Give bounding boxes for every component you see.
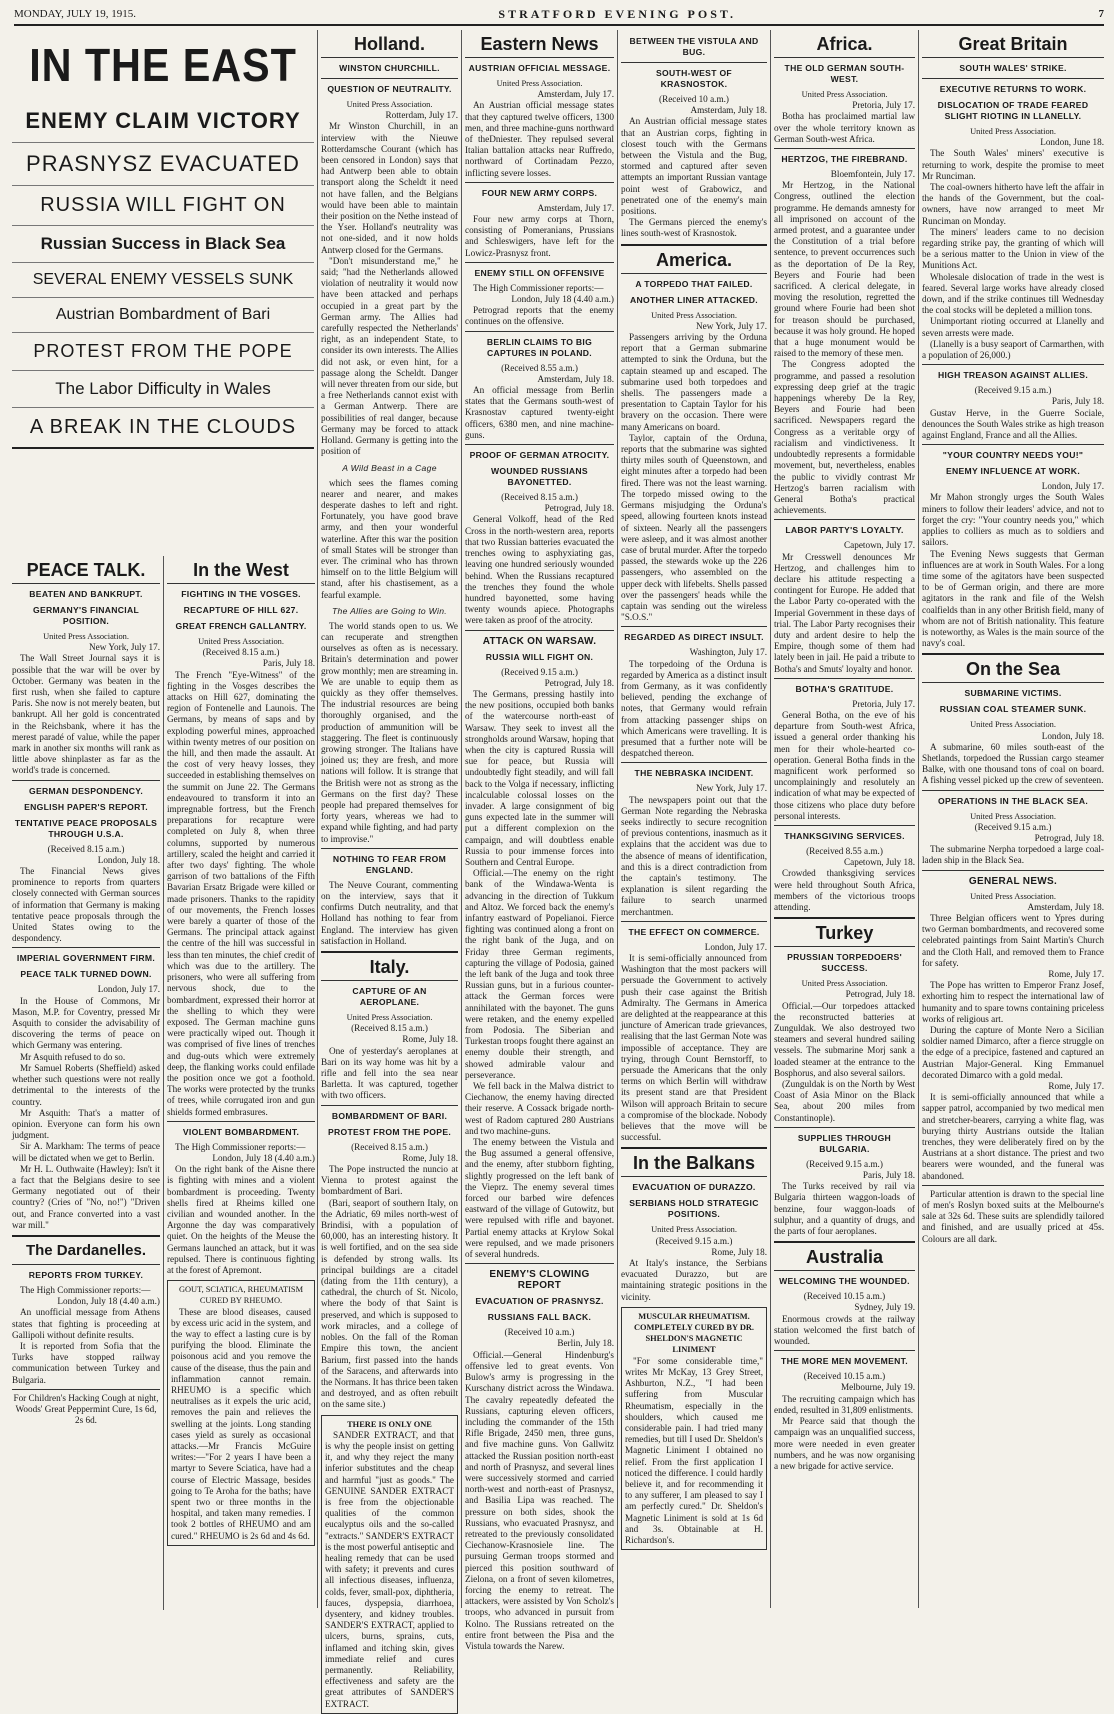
article-paragraph: An unofficial message from Athens states that fighting is proceeding at Gallipoli without definite results. xyxy=(12,1307,160,1340)
dateline: London, July 17. xyxy=(97,984,160,995)
turkey-heading-supplies: SUPPLIES THROUGH BULGARIA. xyxy=(797,1132,892,1154)
dateline: Rome, July 17. xyxy=(1048,1081,1104,1092)
eastern-heading-offensive: ENEMY STILL ON OFFENSIVE xyxy=(474,267,605,278)
column-rule xyxy=(461,30,462,1608)
dateline: New York, July 17. xyxy=(89,642,160,653)
article-paragraph: The world stands open to us. We can recuperate and strengthen ourselves as often as is necessary. Britain's determination and power grow monthly; men are streaming in. We are unable to equip them as quickly as they offer themselves. The industrial resources are being thoroughly organised, and the production of ammunition will be staggering. The fleet is continuously growing stronger. The Italians have joined us; they are fresh, and more nations will follow. It is strange that the British were not as strong as the Germans on the first day? These people had prepared themselves for forty years, whereas we had to expand while fighting, and had party to improvise." xyxy=(321,620,458,844)
dateline: Pretoria, July 17. xyxy=(852,100,915,111)
australia-heading-wounded: WELCOMING THE WOUNDED. xyxy=(779,1276,910,1287)
krasnostok-heading: SOUTH-WEST OF KRASNOSTOK. xyxy=(656,68,732,89)
article-paragraph: Mr Hertzog, in the National Congress, outlined the election programme. He demands amnesty for all imprisoned on account of the armed protest, and a guarantee under the Constitution of a trial before sentence, to prevent occurrences such as the deportation of De la Rey, Beyers and Fourie had been sacrificed. A clerical delegate, in moving the resolution, regretted the ground where Fourie had been shot for treason should be purchased, because it was holy ground. He hoped that a huge monument would be raised to the memory of these men. xyxy=(774,180,915,359)
dateline: Capetown, July 17. xyxy=(844,540,915,551)
eastern-heading-fight-on: RUSSIA WILL FIGHT ON. xyxy=(485,651,594,662)
advert-title: GOUT, SCIATICA, RHEUMATISM CURED BY RHEUMO. xyxy=(178,1285,304,1306)
america-heading-liner: ANOTHER LINER ATTACKED. xyxy=(630,294,758,305)
america-title: America. xyxy=(655,249,733,270)
article-paragraph: The coal-owners hitherto have left the affair in the hands of the Government, but the coal-owners, have now arranged to meet Mr Runciman on Monday. xyxy=(922,182,1104,226)
east-headline-2: PRASNYSZ EVACUATED xyxy=(12,143,314,186)
article-paragraph: The newspapers point out that the German Note regarding the Nebraska seeks indirectly to secure recognition of previous contentions, inasmuch as it explains that the accident was due to the absence of means of identification, and this is a direct contradiction from the captain's testimony. The explanation is silent regarding the failure to search unarmed merchantmen. xyxy=(621,794,767,917)
article-paragraph: We fell back in the Malwa district to Ciechanow, the enemy having directed their reserve. A Cossack brigade north-west of Radom captured 280 Austrians and two machine-guns. xyxy=(465,1081,614,1136)
agency-line: United Press Association. xyxy=(801,979,888,989)
received-line: (Received 8.55 a.m.) xyxy=(806,845,883,856)
america-heading-commerce: THE EFFECT ON COMMERCE. xyxy=(628,926,760,937)
article-paragraph: A submarine, 60 miles south-east of the Shetlands, torpedoed the Russian cargo steamer Balke, with one thousand tons of coal on board. A fishing vessel picked up the crew of seventeen. xyxy=(922,741,1104,786)
britain-heading-country-needs: "YOUR COUNTRY NEEDS YOU!" xyxy=(942,450,1084,461)
article-paragraph: Passengers arriving by the Orduna report that a German submarine attempted to sink the Orduna, but the captain steamed up and escaped. The submarine used both torpedoes and shells. The passengers made a presentation to Captain Taylor for his bravery on the occasion. There were many Americans on board. xyxy=(621,332,767,432)
article-paragraph: It is semi-officially announced from Washington that the most packers will persuade the Government to actively push their case against the British Admiralty. The Germans in America are delighted at the reappearance at this juncture of American trade grievances, realising that the last German Note was impossible of acceptance. They are trying, through Count Bernstorff, to persuade the Americans that the only terms on which Berlin will withdraw its present stand are that President Wilson will approach Britain to secure a compromise of the blockade. Nobody believes that the move will be successful. xyxy=(621,953,767,1143)
holland-column xyxy=(321,30,459,1709)
article-paragraph: Mr H. L. Outhwaite (Hawley): Isn't it a fact that the Belgians desire to see Germany negotiated out of their country? (Cries of "No, no!") "Driven out, and France converted into a vast war mill." xyxy=(12,1163,160,1230)
article-paragraph: (Zunguldak is on the North by West Coast of Asia Minor on the Black Sea, about 200 miles from Constantinople). xyxy=(774,1079,915,1123)
dateline: Melbourne, July 19. xyxy=(840,1382,915,1393)
article-paragraph: The recruiting campaign which has ended, resulted in 31,809 enlistments. xyxy=(774,1393,915,1415)
agency-line: United Press Association. xyxy=(496,79,583,88)
eastern-heading-warsaw: ATTACK ON WARSAW. xyxy=(482,635,597,647)
dateline: Paris, July 18. xyxy=(1051,396,1104,407)
britain-heading-treason: HIGH TREASON AGAINST ALLIES. xyxy=(937,370,1089,381)
received-line: (Received 10.15 a.m.) xyxy=(803,1371,886,1382)
italy-heading-aeroplane: CAPTURE OF AN AEROPLANE. xyxy=(352,986,427,1008)
article-paragraph: (Llanelly is a busy seaport of Carmarthen, with a population of 26,000.) xyxy=(922,338,1104,361)
eastern-news-column xyxy=(465,30,614,1651)
received-line: (Received 8.55 a.m.) xyxy=(501,362,578,373)
sea-heading-black-sea: OPERATIONS IN THE BLACK SEA. xyxy=(937,795,1089,806)
holland-heading-nothing-to-fear: NOTHING TO FEAR FROM ENGLAND. xyxy=(332,853,447,875)
dardanelles-title: The Dardanelles. xyxy=(25,1241,147,1259)
article-paragraph: During the capture of Monte Nero a Sicilian soldier named Dimarco, after a fierce struggle on the edge of a precipice, fastened and captured an Austrian Major-General. King Emmanuel decorated Dimarco with a gold medal. xyxy=(922,1025,1104,1080)
dateline: London, June 18. xyxy=(1040,137,1104,148)
agency-line: United Press Association. xyxy=(651,1225,737,1235)
article-paragraph: The High Commissioner reports:— xyxy=(20,1284,151,1295)
east-headline-4: Russian Success in Black Sea xyxy=(12,226,314,263)
holland-subhead-allies: The Allies are Going to Win. xyxy=(332,605,447,616)
article-paragraph: It is reported from Sofia that the Turks have stopped railway communication between Turkey and Bulgaria. xyxy=(12,1340,160,1385)
agency-line: United Press Association. xyxy=(801,90,888,99)
agency-line: United Press Association. xyxy=(198,637,284,646)
dateline: London, July 18 (4.40 a.m.) xyxy=(212,1152,315,1163)
dateline: Petrograd, July 18. xyxy=(845,989,915,1000)
east-title: IN THE EAST xyxy=(29,39,297,91)
dateline: Amsterdam, July 18. xyxy=(690,105,767,116)
africa-title: Africa. xyxy=(816,34,873,54)
column-rule xyxy=(163,556,164,1610)
dateline: London, July 18. xyxy=(1041,730,1104,741)
dateline: Berlin, July 18. xyxy=(557,1338,614,1349)
africa-heading-labor: LABOR PARTY'S LOYALTY. xyxy=(785,525,904,536)
article-paragraph: The Germans, pressing hastily into the new positions, occupied both banks of the watercourse north-east of Warsaw. They seek to invest all the strongholds around Warsaw, hoping that when the city is captured Russia will sue for peace, but Russia will undoubtedly fight steadily, and will fall back to the Volga if necessary, inflicting incalculable colossal losses on the invader. A large consignment of big guns expected late in the summer will put a different complexion on the campaign, and will doubtless enable Russia to pour immense forces into Southern and Central Europe. xyxy=(465,688,614,867)
peace-heading-tentative: TENTATIVE PEACE PROPOSALS THROUGH U.S.A. xyxy=(14,817,158,839)
column-rule xyxy=(317,30,318,1608)
vistula-heading: BETWEEN THE VISTULA AND BUG. xyxy=(629,36,759,57)
received-line: (Received 8.15 a.m.) xyxy=(501,492,578,503)
dateline: Paris, July 18. xyxy=(262,658,315,669)
cough-cure-advert: For Children's Hacking Cough at night, Woods' Great Peppermint Cure, 1s 6d, 2s 6d. xyxy=(13,1392,159,1426)
peace-heading-imperial: IMPERIAL GOVERNMENT FIRM. xyxy=(16,953,156,964)
eastern-heading-fall-back: RUSSIANS FALL BACK. xyxy=(487,1312,592,1323)
received-line: (Received 8.15 a.m.) xyxy=(202,647,280,658)
east-headline-6: Austrian Bombardment of Bari xyxy=(12,298,314,333)
article-paragraph: Sir A. Markham: The terms of peace will be dictated when we get to Berlin. xyxy=(12,1141,160,1163)
article-paragraph: which sees the flames coming nearer and nearer, and makes desperate dashes to left and right. Fortunately, you have good brave army, and then your wonderful waterline. After this war the position of small States will be stronger than ever. The criminal who has thrown himself on to the little Belgium will stand, after his chastisement, as a fearful example. xyxy=(321,477,458,600)
west-title: In the West xyxy=(193,560,289,580)
east-headline-3: RUSSIA WILL FIGHT ON xyxy=(12,186,314,226)
received-line: (Received 9.15 a.m.) xyxy=(501,666,578,677)
sea-heading-general-news: GENERAL NEWS. xyxy=(968,875,1058,887)
dateline: Amsterdam, July 18. xyxy=(1027,901,1104,912)
article-paragraph: In the House of Commons, Mr Mason, M.P. for Coventry, pressed Mr Asquith to consider the advisability of discovering the terms of peace on which Germany was entering. xyxy=(12,995,160,1051)
agency-line: United Press Association. xyxy=(43,632,129,641)
dateline: Pretoria, July 17. xyxy=(852,698,915,709)
dardanelles-heading-reports: REPORTS FROM TURKEY. xyxy=(28,1269,144,1280)
article-paragraph: Mr Asquith: That's a matter of opinion. Everyone can form his own judgment. xyxy=(12,1107,160,1141)
dateline: New York, July 17. xyxy=(696,320,767,331)
article-paragraph: The Neuve Courant, commenting on the interview, says that it confirms Dutch neutrality, and that Holland has nothing to fear from England. The interview has given satisfaction in Holland. xyxy=(321,879,458,946)
article-paragraph: Petrograd reports that the enemy continues on the offensive. xyxy=(465,305,614,327)
article-paragraph: The Financial News gives prominence to reports from quarters closely connected with German sources of information that Germany is making tentative peace proposals through the United States owing to the despondency. xyxy=(12,866,160,944)
article-paragraph: Official.—The enemy on the right bank of the Windawa-Wenta is advancing in the direction of Tukkum and Altoz. We forced back the enemy's infantry eastward of Popelianoi. Fierce fighting was continued along a front on the right bank of the Juga, and on Friday three German regiments, capturing the village of Podosia, gained the left bank of the Juga and took three Russian guns, but in a furious counter-attack the German forces were annihilated with the bayonet. The guns were retaken, and the enemy expelled from Podosia. The Siberian and Turkestan troops fought there against an enemy double their strength, and showed admirable valour and perseverance. xyxy=(465,868,614,1080)
sea-heading-submarine: SUBMARINE VICTIMS. xyxy=(964,688,1062,699)
dateline: Rome, July 17. xyxy=(1048,968,1104,979)
article-paragraph: The High Commissioner reports:— xyxy=(175,1141,306,1152)
dateline: Capetown, July 18. xyxy=(844,857,915,868)
america-heading-insult: REGARDED AS DIRECT INSULT. xyxy=(624,632,764,643)
article-paragraph: Official.—Our torpedoes attacked the reconstructed batteries at Zunguldak. We also destroyed two steamers and several hundred sailing vessels. The submarine Morj sank a loaded steamer at the entrance to the Bosphorus, and also several sailors. xyxy=(774,1000,915,1078)
dateline: Petrograd, July 18. xyxy=(544,503,614,514)
west-heading-hill: RECAPTURE OF HILL 627. xyxy=(183,605,299,615)
article-paragraph: Unimportant rioting occurred at Llanelly and seven arrests were made. xyxy=(922,316,1104,338)
eastern-news-title: Eastern News xyxy=(480,34,599,54)
west-heading-bombardment: VIOLENT BOMBARDMENT. xyxy=(182,1126,300,1137)
britain-heading-executive: EXECUTIVE RETURNS TO WORK. xyxy=(939,84,1087,94)
sander-extract-advert xyxy=(321,1415,458,1714)
article-paragraph: Official.—General Hindenburg's offensive led to great events. Von Bulow's army is progressing in the Kurschany district across the Windawa. The cavalry repeatedly defeated the Russians, capturing eleven officers, including the commander of the 15th Rifle Brigade, 2450 men, three guns, and five machine guns. Von Gallwitz attacked the Russian position north-east and north of Prasnysz, and several lines were successively stormed and carried north-west and north-east of Prasnysz, and Basilia Lipa was reached. The pressure on both sides, shook the Russians, who evacuated Prasnysz, and retreated to the previously consolidated Ciechanow-Krasnosiele line. The pursuing German troops stormed and pierced this position southward of Zielona, on a front of seven kilometres, forcing the enemy to retreat. The attackers, were assisted by Von Scholz's troops, who advanced in pursuit from Kolno. The Russians retreated on the entire front between the Pisa and the Vistula towards the Narew. xyxy=(465,1349,614,1651)
holland-heading-neutrality: QUESTION OF NEUTRALITY. xyxy=(327,84,452,94)
italy-title: Italy. xyxy=(369,957,410,978)
britain-heading-strike: SOUTH WALES' STRIKE. xyxy=(959,63,1067,73)
article-paragraph: The Wall Street Journal says it is possible that the war will be over by October. Germany was beaten in the first rush, when she failed to capture Paris. She now is not merely beaten, but bankrupt. All her gold is concentrated in the Reichsbank, where it has the merest paradé of value, while the paper mark in another six months will rank as little above shinplaster as far as the world's trade is concerned. xyxy=(12,653,160,776)
africa-column xyxy=(774,30,915,1610)
article-paragraph: The Pope has written to Emperor Franz Josef, exhorting him to respect the international law of humanity and to spare towns containing priceless works of religious art. xyxy=(922,980,1104,1024)
peace-talk-column xyxy=(12,556,160,1610)
received-line: (Received 9.15 a.m.) xyxy=(974,385,1052,396)
advert-text: "For some considerable time," writes Mr McKay, 13 Grey Street, Ashburton, N.Z., "I had been suffering from Muscular Rheumatism, especially in the shoulders, which caused me considerable pain. I had tried many remedies, but till I used Dr. Sheldon's Magnetic Liniment I obtained no relief. From the first application I noticed the difference. I could hardly believe it, and for recommending it to any sufferer, I am pleased to say I am perfectly cured." Dr. Sheldon's Magnetic Liniment is sold at 1s 6d and 3s. Obtainable at H. Richardson's. xyxy=(625,1355,763,1545)
article-paragraph: One of yesterday's aeroplanes at Bari on its way home was hit by a rifle and fell into the sea near Barletta. It was captured, together with two officers. xyxy=(321,1045,458,1101)
turkey-title: Turkey xyxy=(815,923,874,944)
article-paragraph: Gustav Herve, in the Guerre Sociale, denounces the South Wales strike as high treason against England, France and all the Allies. xyxy=(922,407,1104,441)
page-number: 7 xyxy=(1098,8,1104,20)
eastern-heading-bayonetted: WOUNDED RUSSIANS BAYONETTED. xyxy=(491,466,588,488)
agency-line: United Press Association. xyxy=(346,100,433,109)
dateline: Amsterdam, July 18. xyxy=(537,373,614,384)
agency-line: United Press Association. xyxy=(346,1013,433,1023)
rheumo-advert xyxy=(167,1280,315,1546)
dateline: Amsterdam, July 17. xyxy=(537,89,614,100)
dateline: Paris, July 18. xyxy=(862,1170,915,1181)
article-paragraph: Mr Asquith refused to do so. xyxy=(20,1051,126,1062)
peace-heading-financial: GERMANY'S FINANCIAL POSITION. xyxy=(32,605,140,626)
africa-heading-thanksgiving: THANKSGIVING SERVICES. xyxy=(784,830,905,841)
australia-heading-more-men: THE MORE MEN MOVEMENT. xyxy=(781,1356,908,1367)
received-line: (Received 8.15 a.m.) xyxy=(47,843,125,854)
article-paragraph: On the right bank of the Aisne there is fighting with mines and a violent bombardment is proceeding. Twenty shells fired at Rheims killed one civilian and wounded another. In the Argonne the day was comparatively quiet. On the heights of the Meuse the Germans launched an attack, but it was repulsed. There is continuous fighting at the forest of Apremont. xyxy=(167,1164,315,1275)
advert-text: These are blood diseases, caused by excess uric acid in the system, and the way to effect a lasting cure is by purifying the blood. Eliminate the poisonous acid and you remove the cause of the disease, thus the pain and inflammation cannot remain. RHEUMO is a specific which neutralises as it expels the uric acid, removes the pain and relieves the swelling at the joints. Long standing cases yield as surely as occasional attacks.—Mr Francis McGuire writes:—"For 2 years I have been a martyr to Severe Sciatica, have had a course of Electric Massage, besides going to Te Aroha for the baths; have spent two or three months in the hospital, and taken many remedies. I took 2 bottles of RHEUMO and am cured." RHEUMO is 2s 6d and 4s 6d. xyxy=(171,1306,311,1541)
advert-title: THERE IS ONLY ONE xyxy=(347,1419,432,1429)
dateline: Sydney, July 19. xyxy=(854,1302,915,1313)
great-britain-title: Great Britain xyxy=(958,34,1068,54)
turkey-heading-torpedoers: PRUSSIAN TORPEDOERS' SUCCESS. xyxy=(787,952,902,974)
america-column xyxy=(621,30,767,1610)
article-paragraph: Botha has proclaimed martial law over the whole territory known as German South-west Africa. xyxy=(774,111,915,144)
column-rule xyxy=(617,30,618,1608)
received-line: (Received 8.15 a.m.) xyxy=(351,1023,428,1034)
article-paragraph: The Congress adopted the programme, and passed a resolution expressing deep grief at the tragic happenings whereby De la Rey, Beyers and Fourie had been sacrificed. Newspapers regard the Congress as a veritable orgy of racialism and vindictiveness. It undoubtedly represents a formidable movement, but, nevertheless, enables the public to vividly contrast Mr Hertzog's barren racialism with General Botha's practical achievements. xyxy=(774,359,915,516)
article-paragraph: Mr Winston Churchill, in an interview with the Nieuwe Rotterdamsche Courant (which has been censored in London) says that had Antwerp been able to obtain transport along the Scheldt it need not have fallen, and the Belgians would have been able to maintain their position on the Nethe instead of the Yser. Holland's neutrality was not one-sided, and it now holds Antwerp closed for the Germans. xyxy=(321,121,458,255)
africa-heading-botha: BOTHA'S GRATITUDE. xyxy=(795,683,894,694)
dateline: London, July 17. xyxy=(704,941,767,952)
article-paragraph: Enormous crowds at the railway station welcomed the first batch of wounded. xyxy=(774,1313,915,1347)
dateline: Rotterdam, July 17. xyxy=(385,110,458,121)
article-paragraph: Four new army corps at Thorn, consisting of Pomeranians, Prussians and Schleswigers, have left for the Lowicz-Prasnysz front. xyxy=(465,214,614,258)
article-paragraph: The Pope instructed the nuncio at Vienna to protest against the bombardment of Bari. xyxy=(321,1164,458,1197)
article-paragraph: An official message from Berlin states that the Germans south-west of Krasnostav captured twenty-eight officers, 6380 men, and nine machine-guns. xyxy=(465,385,614,440)
peace-talk-title: PEACE TALK. xyxy=(26,560,146,580)
dateline: Rome, July 18. xyxy=(402,1034,458,1045)
britain-heading-enemy-influence: ENEMY INFLUENCE AT WORK. xyxy=(945,466,1081,477)
article-paragraph: An Austrian official message states that they captured twelve officers, 1300 men, and three machine-guns northward of theDniester. They repulsed several Italian battalion attacks near Ruffredo, northward of Cortinadam Pezzo, inflicting severe losses. xyxy=(465,100,614,178)
advert-title: MUSCULAR RHEUMATISM. COMPLETELY CURED BY DR. SHELDON'S MAGNETIC LINIMENT xyxy=(633,1311,755,1355)
dateline: New York, July 17. xyxy=(696,783,767,794)
balkans-title: In the Balkans xyxy=(632,1153,756,1174)
west-column xyxy=(167,556,315,1610)
article-paragraph: At Italy's instance, the Serbians evacuated Durazzo, but are maintaining strategic positions in the vicinity. xyxy=(621,1258,767,1302)
balkans-heading-serbians: SERBIANS HOLD STRATEGIC POSITIONS. xyxy=(629,1198,759,1220)
west-heading-vosges: FIGHTING IN THE VOSGES. xyxy=(181,589,301,599)
great-britain-column xyxy=(922,30,1104,1610)
article-paragraph: The South Wales' miners' executive is returning to work, despite the promise to meet Mr Runciman. xyxy=(922,148,1104,181)
holland-title: Holland. xyxy=(354,34,425,54)
east-headline-1: ENEMY CLAIM VICTORY xyxy=(12,100,314,143)
article-paragraph: An Austrian official message states that an Austrian corps, fighting in closest touch with the Germans between the Vistula and the Bug, stormed and captured after seven attempts an important Russian vantage point west of Grabowicz, and penetrated one of the enemy's main positions. xyxy=(621,116,767,217)
dateline: Bloemfontein, July 17. xyxy=(830,169,915,180)
on-the-sea-title: On the Sea xyxy=(965,659,1061,680)
article-paragraph: The Germans pierced the enemy's lines south-west of Krasnostok. xyxy=(621,217,767,239)
issue-date: MONDAY, JULY 19, 1915. xyxy=(14,8,136,20)
received-line: (Received 9.15 a.m.) xyxy=(806,1158,883,1169)
article-paragraph: Mr Samuel Roberts (Sheffield) asked whether such questions were not really detrimental to the interests of the country. xyxy=(12,1062,160,1107)
eastern-heading-austrian: AUSTRIAN OFFICIAL MESSAGE. xyxy=(468,63,611,73)
article-paragraph: Mr Mahon strongly urges the South Wales miners to follow their leaders' advice, and not to forget the cry: "Your country needs you," which applies to colliers as much as to soldiers and sailors. xyxy=(922,492,1104,548)
article-paragraph: Wholesale dislocation of trade in the west is feared. Several large works have already closed down, and if the strike continues till Wednesday the coal stocks will be depleted a million tons. xyxy=(922,271,1104,316)
article-paragraph: The torpedoing of the Orduna is regarded by America as a distinct insult from Germany, as it was confidently believed, pending the exchange of notes, that Germany would refrain from attacking passenger ships on which Americans were travelling. It is presumed that a further note will be despatched thereon. xyxy=(621,658,767,759)
east-headline-block xyxy=(12,30,314,550)
eastern-heading-army-corps: FOUR NEW ARMY CORPS. xyxy=(481,187,598,198)
holland-heading-churchill: WINSTON CHURCHILL. xyxy=(339,63,440,73)
article-paragraph: The enemy between the Vistula and the Bug assumed a general offensive, and the enemy, after stubborn fighting, slightly progressed on the left bank of the Vieprz. The enemy several times forced our barbed wire defences eastward of the village of Gutowitz, but were repulsed with rifle and bayonet. Partial enemy attacks at Krylow Sokal were repulsed, and we made prisoners of several hundreds. xyxy=(465,1137,614,1260)
article-paragraph: The High Commissioner reports:— xyxy=(473,282,604,293)
article-paragraph: The French "Eye-Witness" of the fighting in the Vosges describes the attacks on Hill 627, dominating the region of Fontenelle and Launois. The Germans, by means of saps and by exploding powerful mines, approached within twenty metres of our position on the hill, and then made the assault. At the cost of very heavy losses, they succeeded in establishing themselves on the summit on June 22. The Germans endeavoured to transform it into an impregnable fortress, but the French preparations for recapture were completed on July 8, when three columns, supported by numerous artillery, scaled the height and carried it after two days' fighting. The whole garrison of two battalions of the Fifth Bavarian Ersatz Brigade were killed or made prisoners. Thanks to the rapidity of our movements, the French losses were barely a quarter of those of the Germans. The principal attack against the centre of the hill was successful in less than ten minutes, the chief credit of which was due to the artillery. The prisoners, who were all suffering from nervous shock, due to the bombardment, expressed their horror at the shelling to which they were exposed. The German machine guns were practically wiped out. Though it was comprised of five lines of trenches and dug-outs which were extremely deep, the flanking works could enfilade the position once we got a foothold. The works were protected by the trunks of trees, while corrugated iron and gun shields formed embrasures. xyxy=(167,669,315,1117)
america-heading-torpedo: A TORPEDO THAT FAILED. xyxy=(635,278,753,289)
masthead xyxy=(14,4,1104,26)
dateline: Petrograd, July 18. xyxy=(544,677,614,688)
dateline: London, July 18 (4.40 a.m.) xyxy=(57,1296,160,1307)
britain-heading-dislocation: DISLOCATION OF TRADE FEARED SLIGHT RIOTING IN LLANELLY. xyxy=(937,100,1089,121)
article-paragraph: It is semi-officially announced that while a sapper patrol, accompanied by two medical men and stretcher-bearers, carrying a white flag, was burying thirty Austrians outside the Italian trenches, they were deliberately fired on by the Austrians at a short distance. The priest and two bearers were wounded, and the funeral was abandoned. xyxy=(922,1092,1104,1181)
received-line: (Received 9.15 a.m.) xyxy=(974,821,1052,832)
received-line: (Received 10 a.m.) xyxy=(659,94,729,104)
article-paragraph: The Evening News suggests that German influences are at work in South Wales. For a long time some of the agitators have been suspected to be of German origin, and there are more agitators in the rank and file of the Welsh coalfields than in any other British field, many of whom are not of British nationality. This feature is noteworthy, as Wales is the main source of the navy's coal. xyxy=(922,548,1104,649)
suits-advert: Particular attention is drawn to the special line of men's Roslyn boxed suits at the Melbourne's sale at 32s 6d. These suits are splendidly tailored and finished, and are usually priced at 45s. Colours are all dark. xyxy=(922,1188,1104,1244)
received-line: (Received 10.15 a.m.) xyxy=(803,1291,886,1302)
peace-heading-english-paper: ENGLISH PAPER'S REPORT. xyxy=(24,801,148,812)
dateline: Washington, July 17. xyxy=(689,647,767,658)
italy-heading-pope: PROTEST FROM THE POPE. xyxy=(327,1126,452,1137)
dateline: London, July 17. xyxy=(1041,481,1104,492)
column-rule xyxy=(918,30,919,1608)
peace-heading-turned-down: PEACE TALK TURNED DOWN. xyxy=(20,969,152,980)
article-paragraph: Three Belgian officers went to Ypres during two German bombardments, and recovered some celebrated paintings from Saint Martin's Church and the Cloth Hall, and removed them to France for safety. xyxy=(922,912,1104,968)
article-paragraph: (Bari, seaport of southern Italy, on the Adriatic, 69 miles north-west of Brindisi, with a population of 60,000, has an interesting history. It is well fortified, and on the sea side is defended by strong walls. Its principal buildings are a citadel (dating from the 11th century), a cathedral, the church of St. Nicolo, where the body of that Saint is preserved, and which is supposed to work miracles, and a college of nobles. On the fall of the Roman Empire this town, the ancient Barium, first passed into the hands of the Saracens, and afterwards into the Normans. It has thrice been taken and destroyed, and as often rebuilt on the same site.) xyxy=(321,1197,458,1410)
balkans-heading-durazzo: EVACUATION OF DURAZZO. xyxy=(632,1182,756,1193)
dateline: Rome, July 18. xyxy=(402,1152,458,1163)
dateline: Petrograd, July 18. xyxy=(1034,832,1104,843)
eastern-heading-atrocity: PROOF OF GERMAN ATROCITY. xyxy=(469,450,610,461)
received-line: (Received 8.15 a.m.) xyxy=(351,1141,428,1152)
article-paragraph: Mr Cresswell denounces Mr Hertzog, and challenges him to declare his attitude respecting a contingent for Europe. He added that the Labor Party co-operated with the Imperial Government in these days of trial. The Labor Party recognises their duty and ardent desire to help the Empire, though some of them had lately been in jail. He paid a tribute to Botha's and Smuts' loyalty and honor. xyxy=(774,551,915,674)
agency-line: United Press Association. xyxy=(970,811,1056,821)
east-headline-7: PROTEST FROM THE POPE xyxy=(12,333,314,371)
dateline: London, July 18 (4.40 a.m.) xyxy=(511,294,614,305)
advert-text: SANDER EXTRACT, and that is why the people insist on getting it, and why they reject the many inferior substitutes and the cheap and harmful "just as goods." The GENUINE SANDER EXTRACT is free from the objectionable qualities of the common eucalyptus oils and the so-called "extracts." SANDER'S EXTRACT is the most powerful antiseptic and healing remedy that can be used with safety; it prevents and cures all infectious diseases, influenza, colds, fever, small-pox, diphtheria, fauces, dyspepsia, diarrhoea, dysentery, and kidney troubles. SANDER'S EXTRACT, applied to ulcers, burns, sprains, cuts, inflamed and itching skin, gives immediate relief and cures permanently. Reliability, effectiveness and safety are the great attributes of SANDER'S EXTRACT. xyxy=(325,1429,454,1709)
newspaper-name: STRATFORD EVENING POST. xyxy=(498,6,737,21)
east-headline-8: The Labor Difficulty in Wales xyxy=(12,371,314,408)
article-paragraph: "Don't misunderstand me," he said; "had the Netherlands allowed violation of neutrality it would now have been attacked and perhaps occupied in a great part by the German army. The Allies had carefully respected the Netherlands' right, as an independent State, to consider its own interests. The Allies did not ask, or even hint, for a passage along the Scheldt. Danger will never threaten from our side, but a free Netherlands cannot exist with a German Antwerp. There are possibilities of real danger, because Germany may be forced to attack Holland. Germany is getting into the position of xyxy=(321,255,459,457)
eastern-heading-clowing: ENEMY'S CLOWING REPORT xyxy=(489,1269,590,1292)
dateline: Amsterdam, July 17. xyxy=(537,202,614,213)
article-paragraph: The submarine Nerpha torpedoed a large coal-laden ship in the Black Sea. xyxy=(922,844,1104,866)
article-paragraph: Taylor, captain of the Orduna, reports that the submarine was sighted thirty miles south of Queenstown, and eight minutes after a torpedo had been fired. There was not the least warning. The torpedo missed owing to the Germans misjudging the Orduna's speed, allowing fourteen knots instead of sixteen. Nearly all the passengers were asleep, and it was almost another case of brutal murder. After the torpedo passed, the stewards woke up the 226 passengers, who assembled on the upper deck with lifebelts. Shells passed over the passengers' heads while the captain was sending out the wireless "S.O.S." xyxy=(621,432,767,623)
article-paragraph: General Volkoff, head of the Red Cross in the north-western area, reports that two Russian batteries evacuated the trenches owing to asphyxiating gas, leaving one hundred seriously wounded behind. When the Russians recaptured the trenches they found the whole hundred bayonetted, some having twenty wounds apiece. Photographs were taken as proof of the atrocity. xyxy=(465,514,614,626)
peace-heading-beaten: BEATEN AND BANKRUPT. xyxy=(29,589,143,599)
west-heading-gallantry: GREAT FRENCH GALLANTRY. xyxy=(175,621,307,631)
agency-line: United Press Association. xyxy=(970,891,1056,901)
africa-heading-south-west: THE OLD GERMAN SOUTH-WEST. xyxy=(784,63,905,84)
column-rule xyxy=(770,30,771,1608)
east-headline-9: A BREAK IN THE CLOUDS xyxy=(12,408,314,449)
sheldon-liniment-advert xyxy=(621,1307,767,1550)
received-line: (Received 9.15 a.m.) xyxy=(655,1235,733,1246)
article-paragraph: Mr Pearce said that though the campaign was an unqualified success, more were needed in even greater numbers, and he was now organising a new brigade for active service. xyxy=(774,1416,915,1471)
italy-heading-bari: BOMBARDMENT OF BARI. xyxy=(331,1110,448,1121)
article-paragraph: The Turks received by rail via Bulgaria thirteen waggon-loads of benzine, four waggon-loads of sulphur, and a quantity of drugs, and the parts of four aeroplanes. xyxy=(774,1181,915,1237)
africa-heading-hertzog: HERTZOG, THE FIREBRAND. xyxy=(781,154,908,165)
peace-heading-despondency: GERMAN DESPONDENCY. xyxy=(28,785,144,796)
dateline: Rome, July 18. xyxy=(711,1246,767,1257)
article-paragraph: General Botha, on the eve of his departure from South-west Africa, issued a general order thanking his men for their whole-hearted co-operation. General Botha finds in the magnificent work performed so uncomplainingly and resolutely an indication of what may be expected of those citizens who place duty before personal interests. xyxy=(774,709,915,821)
eastern-heading-prasnysz: EVACUATION OF PRASNYSZ. xyxy=(475,1296,604,1307)
east-headline-5: SEVERAL ENEMY VESSELS SUNK xyxy=(12,263,314,298)
eastern-heading-berlin-claims: BERLIN CLAIMS TO BIG CAPTURES IN POLAND. xyxy=(486,336,593,358)
dateline: London, July 18. xyxy=(97,854,160,865)
article-paragraph: The miners' leaders came to no decision regarding strike pay, the granting of which will be a serious matter to the Union in view of the Munitions Act. xyxy=(922,226,1104,271)
article-paragraph: Crowded thanksgiving services were held throughout South Africa, members of the victorious troops attending. xyxy=(774,868,915,912)
sea-heading-coal-steamer: RUSSIAN COAL STEAMER SUNK. xyxy=(939,704,1087,715)
received-line: (Received 10 a.m.) xyxy=(504,1327,575,1338)
australia-title: Australia xyxy=(805,1247,884,1268)
agency-line: United Press Association. xyxy=(970,127,1056,136)
america-heading-nebraska: THE NEBRASKA INCIDENT. xyxy=(634,768,754,779)
holland-subhead-wild-beast: A Wild Beast in a Cage xyxy=(342,462,437,473)
agency-line: United Press Association. xyxy=(651,310,737,320)
agency-line: United Press Association. xyxy=(970,720,1056,730)
